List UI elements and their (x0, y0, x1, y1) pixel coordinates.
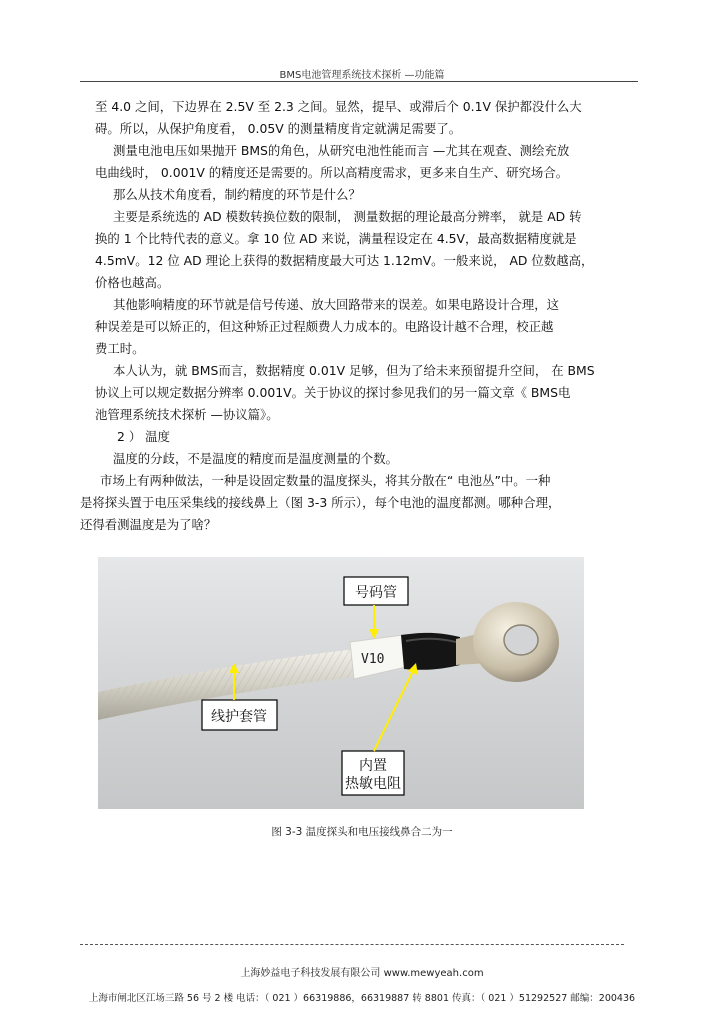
footer-company: 上海妙益电子科技发展有限公司 www.mewyeah.com (240, 968, 484, 979)
tube-marking-text: V10 (361, 652, 385, 667)
paragraph-line: 市场上有两种做法，一种是设固定数量的温度探头，将其分散在“ 电池丛”中。一种 (100, 473, 551, 488)
paragraph-line: 其他影响精度的环节就是信号传递、放大回路带来的误差。如果电路设计合理，这 (113, 297, 560, 312)
label-tube-id (344, 577, 408, 605)
svg-text:热敏电阻: 热敏电阻 (345, 776, 401, 792)
paragraph-line: 池管理系统技术探析 —协议篇》。 (95, 407, 279, 422)
header-rule (80, 81, 638, 82)
paragraph-line: 换的 1 个比特代表的意义。拿 10 位 AD 来说，满量程设定在 4.5V，最高数据精度就是 (95, 231, 577, 246)
paragraph-line: 碍。所以，从保护角度看， 0.05V 的测量精度肯定就满足需要了。 (95, 121, 462, 136)
paragraph-line: 协议上可以规定数据分辨率 0.001V。关于协议的探讨参见我们的另一篇文章《 BMS电 (95, 385, 571, 400)
paragraph-line: 至 4.0 之间，下边界在 2.5V 至 2.3 之间。显然，提早、或滞后个 0.1V 保护都没什么大 (95, 99, 582, 114)
paragraph-line: 电曲线时， 0.001V 的精度还是需要的。所以高精度需求，更多来自生产、研究场合。 (95, 165, 569, 180)
svg-text:号码管: 号码管 (355, 585, 397, 601)
label-thermistor (342, 751, 404, 795)
paragraph-line: 价格也越高。 (95, 275, 170, 290)
paragraph-line: 主要是系统选的 AD 模数转换位数的限制， 测量数据的理论最高分辨率， 就是 AD 转 (113, 209, 582, 224)
paragraph-line: 本人认为，就 BMS而言，数据精度 0.01V 足够，但为了给未来预留提升空间， 在 BMS (113, 363, 595, 378)
temperature-probe-photo (98, 557, 584, 809)
paragraph-line: 温度的分歧，不是温度的精度而是温度测量的个数。 (113, 451, 398, 466)
footer-rule (80, 944, 624, 945)
section-heading: 2 ） 温度 (117, 429, 170, 444)
paragraph-line: 还得看测温度是为了啥？ (80, 517, 217, 532)
paragraph-line: 4.5mV。12 位 AD 理论上获得的数据精度最大可达 1.12mV。一般来说， AD 位数越高， (95, 253, 594, 268)
paragraph-line: 那么从技术角度看，制约精度的环节是什么？ (113, 187, 361, 202)
paragraph-line: 测量电池电压如果抛开 BMS的角色，从研究电池性能而言 —尤其在观查、测绘充放 (113, 143, 570, 158)
figure-caption: 图 3-3 温度探头和电压接线鼻合二为一 (271, 826, 453, 838)
paragraph-line: 是将探头置于电压采集线的接线鼻上（图 3-3 所示），每个电池的温度都测。哪种合理， (80, 495, 561, 510)
svg-text:内置: 内置 (359, 758, 387, 774)
label-sleeve (202, 700, 277, 730)
paragraph-line: 种误差是可以矫正的，但这种矫正过程颇费人力成本的。电路设计越不合理，校正越 (95, 319, 554, 334)
paragraph-line: 费工时。 (95, 341, 145, 356)
footer-address: 上海市闸北区江场三路 56 号 2 楼 电话：（ 021 ）66319886，66319887 转 8801 传真：（ 021 ）51292527 邮编：200436 (88, 993, 636, 1004)
svg-text:线护套管: 线护套管 (211, 709, 267, 725)
page-header-title: BMS电池管理系统技术探析 —功能篇 (279, 70, 445, 81)
